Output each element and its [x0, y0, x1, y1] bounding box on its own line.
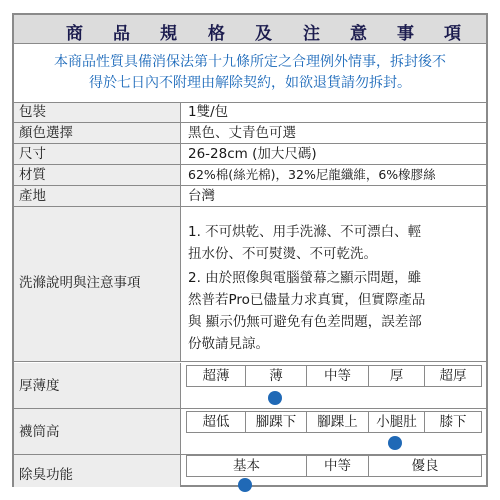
rating-selected-dot	[388, 436, 402, 450]
care-line: 扭水份、不可熨燙、不可乾洗。	[188, 246, 377, 262]
spec-row-packaging	[14, 103, 486, 123]
rating-option: 中等	[307, 456, 369, 476]
spec-label: 尺寸	[14, 144, 181, 164]
title-char: 意	[350, 24, 367, 44]
notice-line: 得於七日內不附理由解除契約，如欲退貨請勿拆封。	[89, 75, 411, 91]
title-char: 項	[444, 24, 461, 44]
title-char: 品	[113, 24, 130, 44]
rating-selected-dot	[238, 478, 252, 492]
spec-value: 1雙/包	[188, 104, 229, 120]
spec-value: 62%棉(絲光棉)，32%尼龍纖維，6%橡膠絲	[188, 167, 436, 182]
rating-option: 中等	[307, 366, 369, 386]
rating-option: 薄	[246, 366, 307, 386]
care-item	[188, 267, 478, 355]
section-divider	[14, 361, 486, 362]
rating-option: 超厚	[439, 368, 467, 384]
rating-option: 小腿肚	[369, 412, 425, 432]
rating-option: 厚	[369, 366, 425, 386]
title-char: 規	[160, 24, 177, 44]
spec-label: 產地	[14, 186, 181, 206]
rating-option: 腳踝上	[307, 412, 369, 432]
rating-option: 超薄	[187, 366, 246, 386]
rating-row-thickness	[14, 363, 486, 409]
rating-option: 優良	[411, 458, 439, 474]
title-char: 注	[303, 24, 320, 44]
rating-label: 除臭功能	[14, 455, 181, 487]
care-label: 洗滌說明與注意事項	[14, 207, 181, 361]
spec-value: 26-28cm (加大尺碼)	[188, 146, 317, 162]
title-char: 商	[66, 24, 83, 44]
title-char: 格	[208, 24, 225, 44]
rating-label: 厚薄度	[14, 363, 181, 408]
rating-options	[186, 365, 482, 387]
spec-label: 材質	[14, 165, 181, 185]
notice-line: 本商品性質具備消保法第十九條所定之合理例外情事，拆封後不	[54, 54, 446, 70]
title-char: 事	[397, 24, 414, 44]
spec-row-material	[14, 165, 486, 186]
spec-label: 顏色選擇	[14, 123, 181, 143]
rating-selected-dot	[268, 391, 282, 405]
care-text	[188, 221, 478, 355]
spec-row-color	[14, 123, 486, 144]
rating-option: 基本	[187, 456, 307, 476]
product-spec-sheet	[12, 13, 488, 487]
rating-option: 超低	[187, 412, 246, 432]
rating-row-deodorizing	[14, 455, 486, 487]
title-char: 及	[255, 24, 272, 44]
rating-options	[186, 455, 482, 477]
spec-value: 台灣	[188, 188, 215, 204]
care-line: 然普若Pro已儘量力求真實，但實際產品	[188, 292, 426, 308]
return-notice	[14, 44, 486, 103]
rating-row-cuff-height	[14, 409, 486, 455]
spec-label: 包裝	[14, 103, 181, 122]
spec-row-size	[14, 144, 486, 165]
care-row	[14, 207, 486, 361]
rating-option: 膝下	[439, 414, 467, 430]
care-line: 1. 不可烘乾、用手洗滌、不可漂白、輕	[188, 224, 422, 240]
rating-options	[186, 411, 482, 433]
care-line: 2. 由於照像與電腦螢幕之顯示問題，雖	[188, 270, 422, 286]
care-line: 與 顯示仍無可避免有色差問題，誤差部	[188, 314, 422, 330]
rating-option: 腳踝下	[246, 412, 307, 432]
spec-value: 黑色、丈青色可選	[188, 125, 296, 141]
rating-label: 襪筒高	[14, 409, 181, 454]
care-item	[188, 221, 478, 265]
spec-title	[14, 15, 486, 44]
spec-row-origin	[14, 186, 486, 207]
care-line: 份敬請見諒。	[188, 336, 269, 352]
